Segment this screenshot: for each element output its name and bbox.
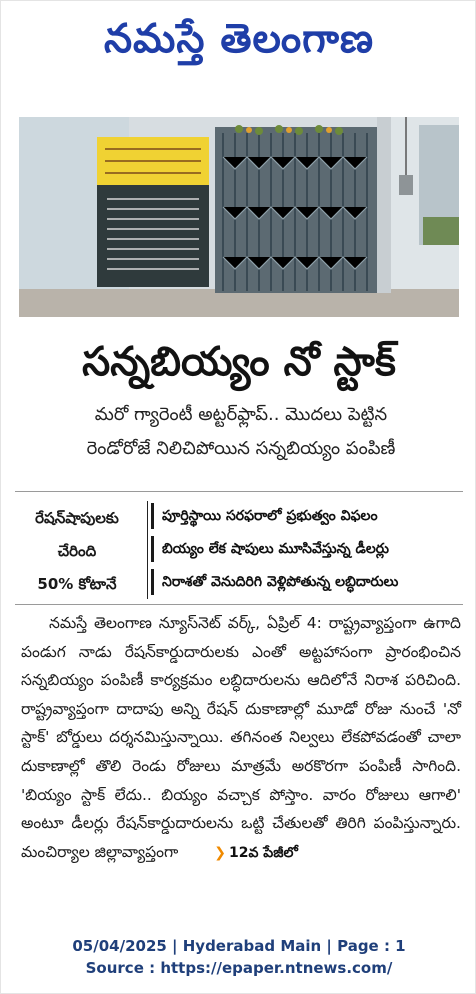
divider [15, 491, 463, 492]
continued-on-page[interactable] [186, 839, 298, 868]
kicker-line: 50% కోటానే [37, 575, 117, 593]
footer-dateline: 05/04/2025 | Hyderabad Main | Page : 1 [72, 937, 406, 955]
headline: సన్నబియ్యం నో స్టాక్ [82, 339, 396, 385]
article-text: నమస్తే తెలంగాణ న్యూస్‌నెట్‌ వర్క్‌, ఏప్రిల్‌ 4: రాష్ట్రవ్యాప్తంగా ఉగాది పండుగ నాడు రేషన్‌కార్డుదారులకు ఎంతో అట్టహాసంగా ప్రారంభించిన సన్నబియ్యం పంపిణీ కార్యక్రమం లబ్ధిదారులను ఆదిలోనే నిరాశ పరిచింది. రాష్ట్రవ్యాప్తంగా దాదాపు అన్ని రేషన్‌ దుకాణాల్లో మూడో రోజు నుంచే 'నో స్టాక్‌' బోర్డులు దర్శనమిస్తున్నాయి. తగినంత నిల్వలు లేకపోవడంతో చాలా దుకాణాల్లో తొలి రెండు రోజులు మాత్రమే అరకొరగా పంపిణీ సాగింది. 'బియ్యం స్టాక్‌ లేదు.. బియ్యం వచ్చాక పోస్తాం. వారం రోజులు ఆగాలి' అంటూ డీలర్లు రేషన్‌కార్డుదారులను ఒట్టి చేతులతో తిరిగి పంపిస్తున్నారు. మంచిర్యాల జిల్లావ్యాప్తంగా [21, 614, 461, 861]
highlight-point: పూర్తిస్థాయి సరఫరాలో ప్రభుత్వం విఫలం [151, 503, 467, 529]
kicker-box [13, 503, 141, 602]
highlight-point: నిరాశతో వెనుదిరిగి వెళ్లిపోతున్న లబ్ధిదారులు [151, 569, 467, 595]
ration-shop-photo [19, 117, 459, 317]
divider [15, 604, 463, 605]
continued-label: 12వ పేజీలో [228, 844, 298, 861]
column-divider [147, 501, 148, 599]
masthead: నమస్తే తెలంగాణ [103, 16, 375, 62]
footer-source[interactable]: Source : https://epaper.ntnews.com/ [85, 959, 393, 977]
kicker-line: చేరింది [57, 542, 97, 560]
article-body [21, 609, 461, 867]
highlight-point: బియ్యం లేక షాపులు మూసివేస్తున్న డీలర్లు [151, 536, 467, 562]
highlight-points [151, 503, 467, 602]
arrow-icon: ❯ [214, 844, 226, 861]
news-photo [19, 117, 459, 317]
footer [1, 935, 476, 979]
kicker-line: రేషన్‌షాపులకు [35, 509, 119, 527]
sub-headline-line: మరో గ్యారెంటీ అట్టర్‌ఫ్లాప్.. మొదలు పెట్టిన [94, 404, 388, 425]
sub-headline-line: రెండోరోజే నిలిచిపోయిన సన్నబియ్యం పంపిణీ [86, 438, 396, 459]
sub-headline [21, 398, 461, 466]
